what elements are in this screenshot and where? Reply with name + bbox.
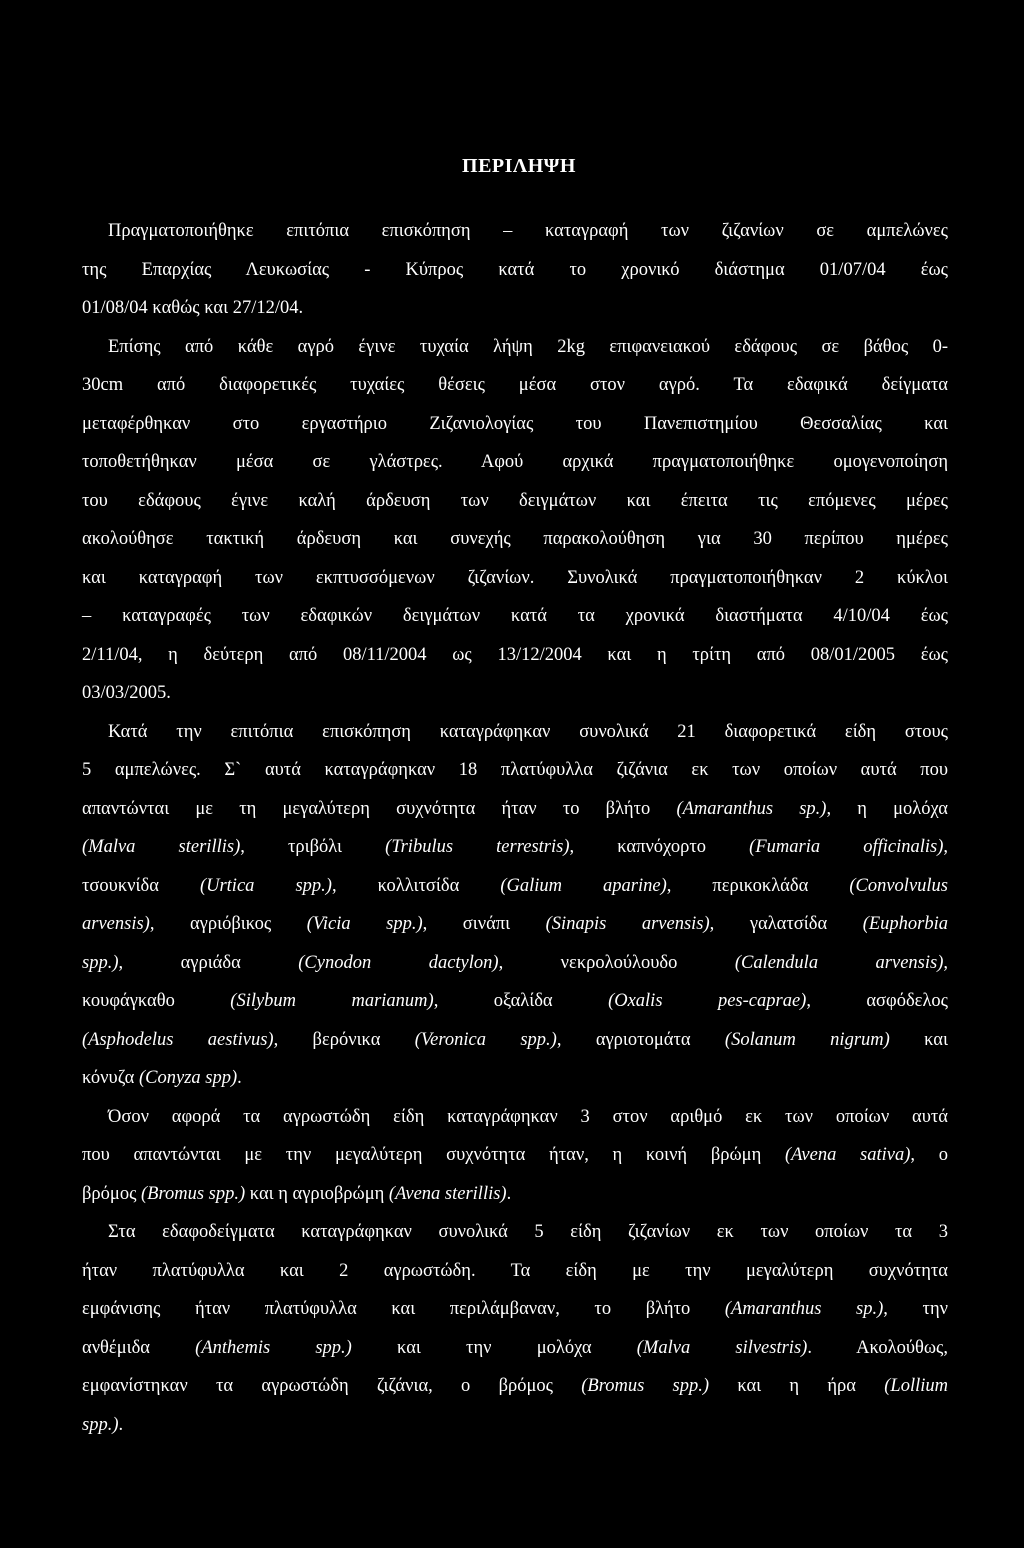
- paragraph-grass-weeds: [82, 1098, 948, 1214]
- text-line: βρόμος (Bromus spp.) και η αγριοβρώμη (Avena sterillis).: [82, 1183, 512, 1204]
- text-line: spp.), αγριάδα (Cynodon dactylon), νεκρολούλουδο (Calendula arvensis),: [82, 952, 948, 973]
- text-line: εμφάνισης ήταν πλατύφυλλα και περιλάμβαναν, το βλήτο (Amaranthus sp.), την: [82, 1299, 948, 1319]
- text-line: ήταν πλατύφυλλα και 2 αγρωστώδη. Τα είδη με την μεγαλύτερη συχνότητα: [82, 1260, 948, 1281]
- text-line: Όσον αφορά τα αγρωστώδη είδη καταγράφηκαν 3 στον αριθμό εκ των οποίων αυτά: [108, 1106, 948, 1127]
- text-line: (Asphodelus aestivus), βερόνικα (Veronica spp.), αγριοτομάτα (Solanum nigrum) και: [82, 1029, 948, 1050]
- text-line: Πραγματοποιήθηκε επιτόπια επισκόπηση – καταγραφή των ζιζανίων σε αμπελώνες: [108, 221, 948, 241]
- text-line: τσουκνίδα (Urtica spp.), κολλιτσίδα (Galium aparine), περικοκλάδα (Convolvulus: [82, 875, 948, 896]
- document-title: ΠΕΡΙΛΗΨΗ: [462, 155, 576, 177]
- text-line: του εδάφους έγινε καλή άρδευση των δειγμάτων και έπειτα τις επόμενες μέρες: [82, 490, 948, 511]
- text-line: (Malva sterillis), τριβόλι (Tribulus terrestris), καπνόχορτο (Fumaria officinalis),: [82, 837, 949, 857]
- paragraph-survey-intro: [82, 212, 948, 328]
- text-line: spp.).: [82, 1414, 124, 1435]
- text-line: Κατά την επιτόπια επισκόπηση καταγράφηκαν συνολικά 21 διαφορετικά είδη στους: [108, 721, 948, 742]
- text-line: ακολούθησε τακτική άρδευση και συνεχής παρακολούθηση για 30 περίπου ημέρες: [82, 529, 948, 549]
- text-line: και καταγραφή των εκπτυσσόμενων ζιζανίων. Συνολικά πραγματοποιήθηκαν 2 κύκλοι: [82, 567, 948, 588]
- text-line: arvensis), αγριόβικος (Vicia spp.), σινάπι (Sinapis arvensis), γαλατσίδα (Euphorbia: [82, 914, 948, 934]
- text-line: εμφανίστηκαν τα αγρωστώδη ζιζάνια, ο βρόμος (Bromus spp.) και η ήρα (Lollium: [82, 1376, 948, 1396]
- text-line: που απαντώνται με την μεγαλύτερη συχνότητα ήταν, η κοινή βρώμη (Avena sativa), ο: [82, 1145, 948, 1165]
- text-line: απαντώνται με τη μεγαλύτερη συχνότητα ήταν το βλήτο (Amaranthus sp.), η μολόχα: [82, 798, 948, 819]
- document-page: [82, 155, 948, 1444]
- text-line: Επίσης από κάθε αγρό έγινε τυχαία λήψη 2kg επιφανειακού εδάφους σε βάθος 0-: [108, 336, 948, 357]
- text-line: Στα εδαφοδείγματα καταγράφηκαν συνολικά 5 είδη ζιζανίων εκ των οποίων τα 3: [108, 1222, 948, 1242]
- paragraph-soil-samples-results: [82, 1213, 948, 1444]
- text-line: – καταγραφές των εδαφικών δειγμάτων κατά τα χρονικά διαστήματα 4/10/04 έως: [82, 606, 948, 626]
- text-line: της Επαρχίας Λευκωσίας - Κύπρος κατά το χρονικό διάστημα 01/07/04 έως: [82, 259, 948, 280]
- text-line: 01/08/04 καθώς και 27/12/04.: [82, 298, 304, 318]
- text-line: 30cm από διαφορετικές τυχαίες θέσεις μέσα στον αγρό. Τα εδαφικά δείγματα: [82, 375, 948, 395]
- text-line: 5 αμπελώνες. Σ` αυτά καταγράφηκαν 18 πλατύφυλλα ζιζάνια εκ των οποίων αυτά που: [82, 760, 948, 780]
- text-line: 2/11/04, η δεύτερη από 08/11/2004 ως 13/12/2004 και η τρίτη από 08/01/2005 έως: [82, 644, 948, 665]
- text-line: κόνυζα (Conyza spp).: [82, 1068, 242, 1088]
- text-line: κουφάγκαθο (Silybum marianum), οξαλίδα (Oxalis pes-caprae), ασφόδελος: [82, 991, 948, 1011]
- text-line: 03/03/2005.: [82, 683, 171, 703]
- paragraph-soil-sampling: [82, 328, 948, 713]
- paragraph-broadleaf-weeds: [82, 713, 948, 1098]
- text-line: τοποθετήθηκαν μέσα σε γλάστρες. Αφού αρχικά πραγματοποιήθηκε ομογενοποίηση: [82, 452, 948, 472]
- text-line: ανθέμιδα (Anthemis spp.) και την μολόχα (Malva silvestris). Ακολούθως,: [82, 1337, 948, 1358]
- text-line: μεταφέρθηκαν στο εργαστήριο Ζιζανιολογίας του Πανεπιστημίου Θεσσαλίας και: [82, 413, 948, 434]
